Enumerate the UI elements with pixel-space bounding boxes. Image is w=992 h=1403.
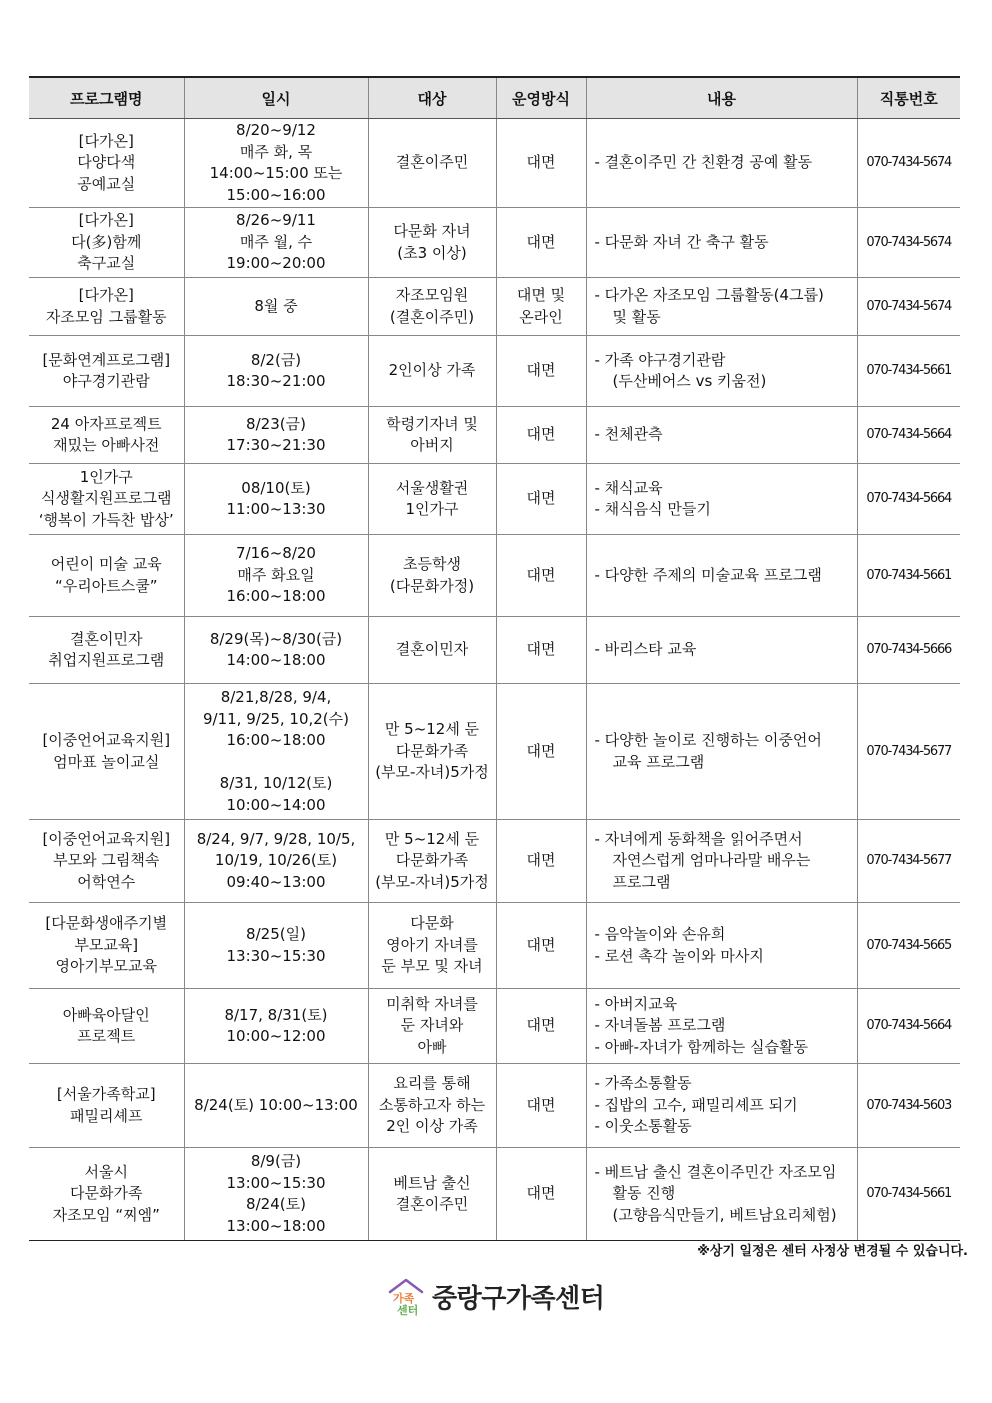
content-line: - 아버지교육 [594, 994, 678, 1013]
mode-text: 대면 및 온라인 [516, 286, 566, 326]
table-row [29, 1148, 960, 1241]
phone-number: 070-7434-5603 [866, 1097, 952, 1113]
target-text: 미취학 자녀를 둔 자녀와 아빠 [386, 994, 478, 1056]
program-name: [다문화생애주기별 부모교육] 영아기부모교육 [45, 914, 168, 976]
program-name-cell [29, 336, 184, 407]
content-line: - 음악놀이와 손유희 [594, 925, 726, 943]
target-cell [368, 464, 496, 535]
program-name: [다가온] 다양다색 공예교실 [77, 131, 136, 193]
content-line: - 결혼이주민 간 친환경 공예 활동 [594, 153, 813, 172]
content-line: - 다문화 자녀 간 축구 활동 [594, 232, 769, 251]
phone-cell [857, 989, 960, 1064]
schedule-cell [184, 1064, 368, 1148]
target-cell [368, 336, 496, 407]
program-name: [서울가족학교] 패밀리셰프 [56, 1085, 156, 1125]
phone-cell [857, 1148, 960, 1241]
phone-cell [857, 1064, 960, 1148]
target-text: 베트남 출신 결혼이주민 [393, 1173, 471, 1213]
content-cell [586, 278, 857, 336]
content-cell [586, 684, 857, 820]
content-cell [586, 336, 857, 407]
phone-cell [857, 617, 960, 684]
phone-cell [857, 684, 960, 820]
mode-text: 대면 [526, 1016, 556, 1035]
schedule-cell [184, 820, 368, 903]
schedule-cell [184, 119, 368, 208]
content-line: - 가족 야구경기관람 (두산베어스 vs 키움전) [594, 350, 767, 390]
mode-cell [496, 336, 586, 407]
mode-cell [496, 903, 586, 989]
table-row [29, 119, 960, 208]
content-cell [586, 407, 857, 464]
mode-text: 대면 [526, 741, 556, 760]
content-line: - 다양한 놀이로 진행하는 이중언어 교육 프로그램 [594, 731, 822, 771]
target-text: 결혼이주민 [395, 153, 469, 172]
program-name-cell [29, 820, 184, 903]
header-direct-phone: 직통번호 [857, 77, 960, 119]
content-line: - 바리스타 교육 [594, 640, 697, 659]
target-cell [368, 1148, 496, 1241]
phone-number: 070-7434-5666 [866, 642, 952, 658]
phone-number: 070-7434-5661 [866, 1186, 952, 1202]
content-cell [586, 1148, 857, 1241]
schedule-cell [184, 464, 368, 535]
phone-cell [857, 820, 960, 903]
program-name-cell [29, 208, 184, 278]
target-text: 초등학생 (다문화가정) [389, 555, 475, 595]
content-line: - 아빠-자녀가 함께하는 실습활동 [594, 1037, 809, 1056]
content-line: - 베트남 출신 결혼이주민간 자조모임 활동 진행 (고향음식만들기, 베트남요리체험) [594, 1162, 837, 1224]
target-cell [368, 820, 496, 903]
table-row [29, 1064, 960, 1148]
phone-cell [857, 119, 960, 208]
mode-cell [496, 1148, 586, 1241]
mode-text: 대면 [526, 232, 556, 251]
target-text: 다문화 자녀 (초3 이상) [393, 222, 471, 262]
mode-text: 대면 [526, 851, 556, 870]
phone-number: 070-7434-5664 [866, 491, 952, 507]
mode-cell [496, 989, 586, 1064]
header-program-name: 프로그램명 [29, 77, 184, 119]
phone-number: 070-7434-5664 [866, 1018, 952, 1034]
schedule-text: 8/21,8/28, 9/4, 9/11, 9/25, 10,2(수) 16:00~18:00 8/31, 10/12(토) 10:00~14:00 [202, 688, 350, 814]
target-cell [368, 1064, 496, 1148]
target-cell [368, 684, 496, 820]
mode-cell [496, 820, 586, 903]
target-cell [368, 119, 496, 208]
center-logo [384, 1272, 604, 1320]
phone-number: 070-7434-5677 [866, 743, 952, 759]
schedule-text: 8/29(목)~8/30(금) 14:00~18:00 [209, 629, 343, 669]
mode-cell [496, 535, 586, 617]
schedule-text: 8/2(금) 18:30~21:00 [226, 350, 326, 390]
program-name: 1인가구 식생활지원프로그램 ‘행복이 가득찬 밥상’ [38, 467, 174, 529]
schedule-change-note: ※상기 일정은 센터 사정상 변경될 수 있습니다. [697, 1244, 968, 1259]
content-cell [586, 208, 857, 278]
mode-cell [496, 464, 586, 535]
target-text: 서울생활권 1인가구 [395, 478, 469, 518]
schedule-cell [184, 407, 368, 464]
schedule-text: 7/16~8/20 매주 화요일 16:00~18:00 [226, 544, 326, 606]
table-row [29, 336, 960, 407]
content-line: - 자녀에게 동화책을 읽어주면서 자연스럽게 엄마나라말 배우는 프로그램 [594, 829, 811, 891]
table-row [29, 407, 960, 464]
phone-cell [857, 535, 960, 617]
target-cell [368, 278, 496, 336]
content-cell [586, 535, 857, 617]
target-cell [368, 989, 496, 1064]
program-name: [다가온] 자조모임 그룹활동 [45, 286, 167, 326]
phone-cell [857, 903, 960, 989]
schedule-cell [184, 336, 368, 407]
program-name: 아빠육아달인 프로젝트 [62, 1005, 150, 1045]
program-name-cell [29, 119, 184, 208]
target-text: 요리를 통해 소통하고자 하는 2인 이상 가족 [378, 1074, 486, 1136]
content-line: - 채식교육 [594, 478, 663, 497]
table-row [29, 208, 960, 278]
schedule-text: 8/25(일) 13:30~15:30 [226, 925, 326, 965]
target-cell [368, 617, 496, 684]
target-cell [368, 208, 496, 278]
program-name: [문화연계프로그램] 야구경기관람 [42, 350, 171, 390]
table-row [29, 684, 960, 820]
program-name-cell [29, 1148, 184, 1241]
program-name-cell [29, 903, 184, 989]
program-name-cell [29, 407, 184, 464]
header-operation-mode: 운영방식 [496, 77, 586, 119]
program-name-cell [29, 535, 184, 617]
program-name: 결혼이민자 취업지원프로그램 [48, 629, 165, 669]
phone-number: 070-7434-5661 [866, 363, 952, 379]
phone-number: 070-7434-5661 [866, 567, 952, 583]
program-name: 24 아자프로젝트 재밌는 아빠사전 [50, 414, 162, 454]
phone-number: 070-7434-5674 [866, 234, 952, 250]
program-table [29, 76, 960, 1241]
mode-cell [496, 407, 586, 464]
content-line: - 자녀돌봄 프로그램 [594, 1016, 726, 1035]
header-target: 대상 [368, 77, 496, 119]
mode-text: 대면 [526, 153, 556, 172]
mode-cell [496, 208, 586, 278]
content-line: - 가족소통활동 [594, 1074, 692, 1093]
mode-cell [496, 684, 586, 820]
mode-text: 대면 [526, 1095, 556, 1114]
phone-number: 070-7434-5674 [866, 155, 952, 171]
phone-cell [857, 407, 960, 464]
content-line: - 천체관측 [594, 425, 663, 444]
header-schedule: 일시 [184, 77, 368, 119]
program-name: 어린이 미술 교육 “우리아트스쿨” [50, 555, 162, 595]
table-row [29, 278, 960, 336]
schedule-cell [184, 684, 368, 820]
family-center-logo-icon [384, 1274, 428, 1318]
content-line: - 로션 촉각 놀이와 마사지 [594, 946, 764, 965]
target-cell [368, 407, 496, 464]
program-name-cell [29, 464, 184, 535]
schedule-cell [184, 1148, 368, 1241]
schedule-text: 8/24, 9/7, 9/28, 10/5, 10/19, 10/26(토) 09:40~13:00 [196, 829, 356, 891]
table-row [29, 989, 960, 1064]
target-cell [368, 903, 496, 989]
logo-mark-line1: 가족 [393, 1292, 415, 1305]
schedule-text: 8/23(금) 17:30~21:30 [226, 414, 326, 454]
program-schedule [29, 76, 960, 1241]
content-cell [586, 820, 857, 903]
phone-cell [857, 464, 960, 535]
program-name: 서울시 다문화가족 자조모임 “찌엠” [52, 1162, 160, 1224]
program-name-cell [29, 684, 184, 820]
phone-cell [857, 208, 960, 278]
target-text: 만 5~12세 둔 다문화가족 (부모-자녀)5가정 [375, 720, 489, 782]
content-cell [586, 1064, 857, 1148]
program-name-cell [29, 989, 184, 1064]
program-name-cell [29, 278, 184, 336]
schedule-text: 8/17, 8/31(토) 10:00~12:00 [224, 1005, 328, 1045]
mode-text: 대면 [526, 1184, 556, 1203]
logo-mark-line2: 센터 [397, 1304, 419, 1317]
content-line: - 다가온 자조모임 그룹활동(4그룹) 및 활동 [594, 286, 824, 326]
mode-cell [496, 617, 586, 684]
phone-number: 070-7434-5664 [866, 427, 952, 443]
content-cell [586, 903, 857, 989]
schedule-text: 8월 중 [254, 296, 298, 315]
mode-text: 대면 [526, 489, 556, 508]
center-name: 중랑구가족센터 [432, 1283, 605, 1314]
mode-cell [496, 1064, 586, 1148]
mode-cell [496, 278, 586, 336]
schedule-text: 8/24(토) 10:00~13:00 [194, 1095, 358, 1114]
schedule-text: 8/9(금) 13:00~15:30 8/24(토) 13:00~18:00 [226, 1152, 326, 1235]
schedule-text: 8/26~9/11 매주 월, 수 19:00~20:00 [226, 211, 326, 273]
mode-text: 대면 [526, 361, 556, 380]
content-cell [586, 989, 857, 1064]
target-text: 학령기자녀 및 아버지 [386, 414, 478, 454]
content-line: - 채식음식 만들기 [594, 500, 711, 518]
schedule-text: 08/10(토) 11:00~13:30 [226, 478, 326, 518]
schedule-cell [184, 535, 368, 617]
table-header-row [29, 77, 960, 119]
target-text: 다문화 영아기 자녀를 둔 부모 및 자녀 [381, 914, 483, 976]
phone-cell [857, 278, 960, 336]
schedule-cell [184, 278, 368, 336]
phone-number: 070-7434-5677 [866, 853, 952, 869]
program-name-cell [29, 617, 184, 684]
program-name: [이중언어교육지원] 부모와 그림책속 어학연수 [42, 829, 171, 891]
phone-number: 070-7434-5665 [866, 937, 952, 953]
mode-cell [496, 119, 586, 208]
phone-number: 070-7434-5674 [866, 298, 952, 314]
target-text: 자조모임원 (결혼이주민) [389, 286, 475, 326]
table-row [29, 464, 960, 535]
content-line: - 다양한 주제의 미술교육 프로그램 [594, 565, 822, 584]
content-cell [586, 464, 857, 535]
schedule-cell [184, 989, 368, 1064]
phone-cell [857, 336, 960, 407]
target-text: 만 5~12세 둔 다문화가족 (부모-자녀)5가정 [375, 829, 489, 891]
program-name: [이중언어교육지원] 엄마표 놀이교실 [42, 731, 171, 771]
target-text: 결혼이민자 [395, 640, 469, 659]
program-name-cell [29, 1064, 184, 1148]
schedule-cell [184, 617, 368, 684]
mode-text: 대면 [526, 640, 556, 659]
content-cell [586, 617, 857, 684]
mode-text: 대면 [526, 425, 556, 444]
content-cell [586, 119, 857, 208]
table-row [29, 535, 960, 617]
schedule-cell [184, 903, 368, 989]
schedule-text: 8/20~9/12 매주 화, 목 14:00~15:00 또는 15:00~16:00 [209, 121, 343, 204]
content-line: - 집밥의 고수, 패밀리셰프 되기 [594, 1095, 798, 1114]
target-text: 2인이상 가족 [388, 361, 476, 380]
table-body [29, 119, 960, 1241]
table-row [29, 903, 960, 989]
table-row [29, 617, 960, 684]
mode-text: 대면 [526, 565, 556, 584]
header-content: 내용 [586, 77, 857, 119]
table-row [29, 820, 960, 903]
content-line: - 이웃소통활동 [594, 1117, 692, 1136]
target-cell [368, 535, 496, 617]
schedule-cell [184, 208, 368, 278]
program-name: [다가온] 다(多)함께 축구교실 [71, 211, 142, 273]
mode-text: 대면 [526, 935, 556, 954]
